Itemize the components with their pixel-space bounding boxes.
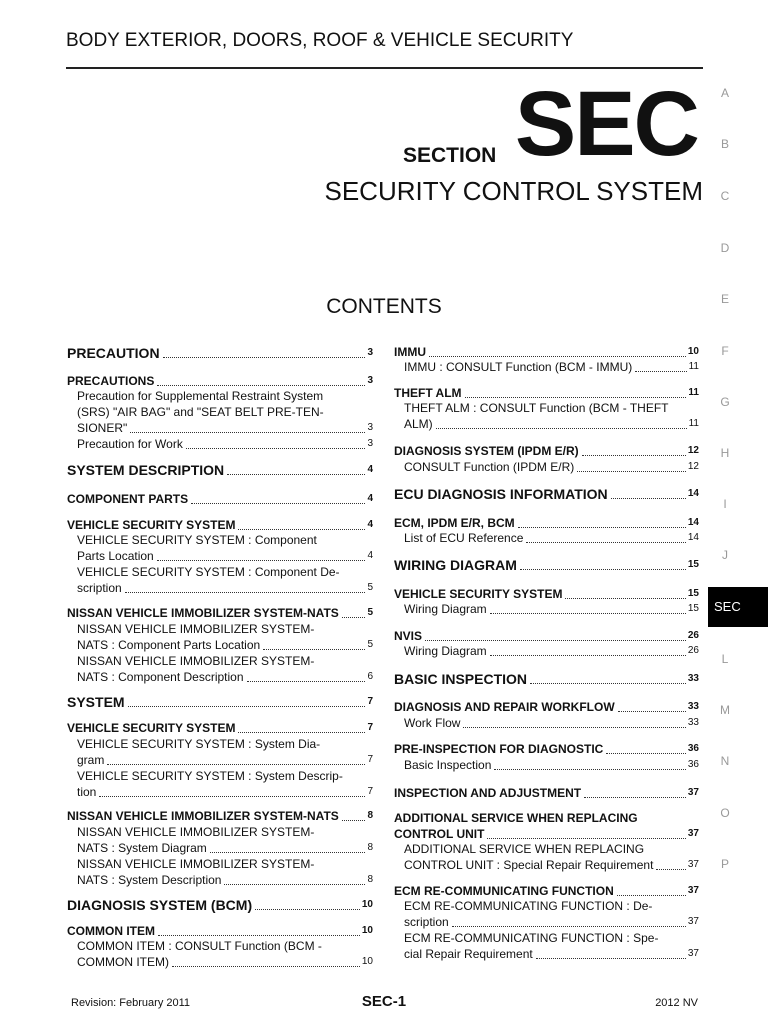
toc-entry[interactable] — [394, 671, 699, 687]
toc-entry-page: 37 — [687, 828, 699, 839]
side-tab-d[interactable]: D — [720, 241, 730, 255]
toc-entry-label-continued: NATS : System Description — [77, 873, 222, 887]
toc-entry-label[interactable]: ADDITIONAL SERVICE WHEN REPLACING — [394, 811, 638, 825]
toc-entry-page: 8 — [367, 842, 373, 853]
footer-revision: Revision: February 2011 — [71, 997, 191, 1009]
toc-leader-dots — [584, 796, 686, 798]
toc-entry-label-continued: COMMON ITEM) — [77, 955, 169, 969]
toc-entry-label-continued: NATS : System Diagram — [77, 841, 207, 855]
toc-entry-page: 4 — [367, 519, 373, 530]
toc-entry-label: ECU DIAGNOSIS INFORMATION — [394, 486, 608, 502]
toc-leader-dots — [255, 908, 360, 910]
toc-entry[interactable] — [404, 914, 699, 930]
toc-leader-dots — [582, 454, 686, 456]
toc-entry[interactable] — [77, 872, 373, 888]
toc-leader-dots — [436, 427, 687, 429]
toc-entry[interactable] — [77, 669, 373, 685]
toc-entry-page: 36 — [687, 759, 699, 770]
toc-entry[interactable] — [394, 443, 699, 459]
toc-entry-label-continued[interactable]: (SRS) "AIR BAG" and "SEAT BELT PRE-TEN- — [77, 405, 324, 419]
toc-entry-page: 11 — [688, 418, 699, 429]
footer-page-id: SEC-1 — [361, 993, 407, 1010]
side-tab-sec-active[interactable]: SEC — [708, 587, 768, 627]
toc-entry-page: 4 — [367, 493, 373, 504]
toc-entry-label: VEHICLE SECURITY SYSTEM — [67, 518, 236, 532]
toc-entry-page: 8 — [367, 874, 373, 885]
toc-leader-dots — [536, 957, 686, 959]
toc-entry-label: PRECAUTIONS — [67, 374, 155, 388]
toc-leader-dots — [227, 473, 365, 475]
toc-entry[interactable] — [394, 515, 699, 531]
toc-leader-dots — [429, 355, 686, 357]
toc-entry-page: 15 — [687, 559, 699, 570]
toc-entry-page: 7 — [367, 696, 373, 707]
toc-entry-label[interactable]: NISSAN VEHICLE IMMOBILIZER SYSTEM- — [77, 654, 315, 668]
toc-entry-label: ECM, IPDM E/R, BCM — [394, 516, 515, 530]
section-name: SECURITY CONTROL SYSTEM — [324, 176, 703, 206]
toc-entry[interactable] — [394, 385, 699, 401]
toc-entry-page: 14 — [687, 517, 699, 528]
toc-entry-label: COMMON ITEM — [67, 924, 155, 938]
toc-entry[interactable] — [394, 486, 699, 502]
toc-leader-dots — [606, 752, 686, 754]
toc-entry-page: 14 — [687, 488, 699, 499]
toc-entry-label: Wiring Diagram — [404, 602, 487, 616]
toc-leader-dots — [487, 837, 685, 839]
toc-entry[interactable] — [77, 436, 373, 452]
toc-entry-page: 12 — [687, 445, 699, 456]
toc-entry-page: 10 — [687, 346, 699, 357]
toc-entry[interactable] — [67, 897, 373, 913]
toc-entry-label: PRECAUTION — [67, 345, 160, 361]
toc-entry-page: 26 — [687, 645, 699, 656]
toc-entry-label: Precaution for Work — [77, 437, 183, 451]
toc-entry-label: Work Flow — [404, 716, 461, 730]
section-word: SECTION — [403, 144, 497, 167]
toc-entry[interactable] — [77, 637, 373, 653]
toc-entry-page: 14 — [687, 532, 699, 543]
toc-entry-page: 5 — [367, 639, 373, 650]
toc-leader-dots — [577, 470, 686, 472]
toc-entry-page: 26 — [687, 630, 699, 641]
toc-leader-dots — [224, 883, 365, 885]
toc-entry[interactable] — [67, 517, 373, 533]
side-tab-a[interactable]: A — [720, 86, 729, 100]
toc-entry-label: CONSULT Function (IPDM E/R) — [404, 460, 575, 474]
toc-entry[interactable] — [394, 586, 699, 602]
toc-entry-label: NISSAN VEHICLE IMMOBILIZER SYSTEM-NATS — [67, 606, 339, 620]
toc-entry[interactable] — [67, 605, 373, 621]
toc-entry-label: DIAGNOSIS SYSTEM (IPDM E/R) — [394, 444, 579, 458]
toc-entry-page: 12 — [687, 461, 699, 472]
toc-entry-label: INSPECTION AND ADJUSTMENT — [394, 786, 582, 800]
toc-entry[interactable] — [394, 344, 699, 360]
toc-entry-label: IMMU : CONSULT Function (BCM - IMMU) — [404, 360, 633, 374]
toc-leader-dots — [158, 934, 360, 936]
toc-leader-dots — [425, 639, 686, 641]
toc-entry-label-continued: NATS : Component Description — [77, 670, 244, 684]
side-tab-l[interactable]: L — [721, 652, 729, 666]
toc-leader-dots — [342, 616, 366, 618]
toc-entry-page: 37 — [687, 787, 699, 798]
toc-entry-page: 37 — [687, 885, 699, 896]
toc-entry[interactable] — [77, 420, 373, 436]
toc-leader-dots — [565, 597, 685, 599]
toc-entry-label: Basic Inspection — [404, 758, 492, 772]
toc-entry[interactable] — [77, 580, 373, 596]
toc-entry-page: 7 — [367, 754, 373, 765]
toc-leader-dots — [611, 497, 686, 499]
toc-entry-label-continued: CONTROL UNIT : Special Repair Requirement — [404, 858, 654, 872]
toc-entry[interactable] — [77, 784, 373, 800]
toc-entry-page: 11 — [688, 387, 699, 398]
toc-entry-label-continued: ALM) — [404, 417, 433, 431]
toc-entry-label: List of ECU Reference — [404, 531, 524, 545]
toc-entry-label: VEHICLE SECURITY SYSTEM — [394, 587, 563, 601]
toc-entry[interactable] — [404, 530, 699, 546]
toc-leader-dots — [157, 384, 365, 386]
toc-entry[interactable] — [67, 923, 373, 939]
toc-entry[interactable] — [67, 345, 373, 361]
toc-entry-label: THEFT ALM — [394, 386, 462, 400]
toc-entry-label-continued: cial Repair Requirement — [404, 947, 533, 961]
toc-entry-page: 10 — [361, 925, 373, 936]
toc-entry-page: 7 — [367, 722, 373, 733]
header-title: BODY EXTERIOR, DOORS, ROOF & VEHICLE SECURITY — [66, 30, 574, 51]
toc-entry[interactable] — [404, 643, 699, 659]
toc-entry-page: 33 — [687, 717, 699, 728]
side-tab-n[interactable]: N — [720, 754, 730, 768]
contents-heading: CONTENTS — [326, 295, 442, 318]
side-tab-b[interactable]: B — [720, 137, 729, 151]
toc-leader-dots — [157, 559, 366, 561]
toc-entry-page: 10 — [361, 899, 373, 910]
toc-entry-label: BASIC INSPECTION — [394, 671, 528, 687]
toc-entry-label[interactable]: VEHICLE SECURITY SYSTEM : Component De- — [77, 565, 340, 579]
toc-leader-dots — [342, 819, 366, 821]
toc-leader-dots — [99, 795, 365, 797]
toc-entry-label: WIRING DIAGRAM — [394, 557, 517, 573]
toc-entry-label: PRE-INSPECTION FOR DIAGNOSTIC — [394, 742, 604, 756]
toc-entry-page: 10 — [361, 956, 373, 967]
side-tab-h[interactable]: H — [720, 446, 730, 460]
toc-entry[interactable] — [394, 699, 699, 715]
toc-entry-label[interactable]: VEHICLE SECURITY SYSTEM : Component — [77, 533, 317, 547]
toc-entry[interactable] — [394, 785, 699, 801]
toc-entry-page: 6 — [367, 671, 373, 682]
toc-entry[interactable] — [404, 601, 699, 617]
toc-entry[interactable] — [67, 808, 373, 824]
toc-entry-label[interactable]: THEFT ALM : CONSULT Function (BCM - THEFT — [404, 401, 669, 415]
toc-entry[interactable] — [404, 857, 699, 873]
side-tab-p[interactable]: P — [720, 857, 729, 871]
toc-leader-dots — [186, 447, 366, 449]
toc-entry-page: 3 — [367, 375, 373, 386]
header-rule — [66, 67, 703, 69]
toc-entry-label[interactable]: NISSAN VEHICLE IMMOBILIZER SYSTEM- — [77, 825, 315, 839]
toc-entry-label[interactable]: VEHICLE SECURITY SYSTEM : System Dia- — [77, 737, 321, 751]
toc-entry-label: DIAGNOSIS AND REPAIR WORKFLOW — [394, 700, 615, 714]
toc-entry-label: NISSAN VEHICLE IMMOBILIZER SYSTEM-NATS — [67, 809, 339, 823]
toc-leader-dots — [490, 612, 686, 614]
toc-entry-page: 5 — [367, 607, 373, 618]
toc-leader-dots — [490, 654, 686, 656]
side-tab-j[interactable]: J — [722, 548, 728, 562]
side-tab-g[interactable]: G — [720, 395, 730, 409]
side-tab-i[interactable]: I — [723, 497, 727, 511]
toc-entry-page: 33 — [687, 673, 699, 684]
toc-entry-label[interactable]: NISSAN VEHICLE IMMOBILIZER SYSTEM- — [77, 857, 315, 871]
toc-entry[interactable] — [77, 548, 373, 564]
toc-leader-dots — [130, 431, 365, 433]
toc-entry[interactable] — [394, 741, 699, 757]
side-tab-m[interactable]: M — [720, 703, 730, 717]
toc-entry-page: 3 — [367, 422, 373, 433]
toc-entry-page: 7 — [367, 786, 373, 797]
toc-entry-label-continued: SIONER" — [77, 421, 128, 435]
toc-entry-label-continued: CONTROL UNIT — [394, 827, 485, 841]
toc-leader-dots — [618, 710, 686, 712]
toc-leader-dots — [635, 370, 686, 372]
toc-entry-label: NVIS — [394, 629, 423, 643]
toc-entry[interactable] — [67, 694, 373, 710]
toc-leader-dots — [172, 965, 360, 967]
toc-entry-label: Wiring Diagram — [404, 644, 487, 658]
toc-leader-dots — [128, 705, 366, 707]
toc-entry-label: IMMU — [394, 345, 426, 359]
toc-leader-dots — [656, 868, 685, 870]
toc-entry-label-continued: Parts Location — [77, 549, 154, 563]
toc-leader-dots — [163, 356, 366, 358]
toc-entry[interactable] — [404, 359, 699, 375]
toc-entry-page: 36 — [687, 743, 699, 754]
toc-entry[interactable] — [404, 715, 699, 731]
toc-entry-label[interactable]: COMMON ITEM : CONSULT Function (BCM - — [77, 939, 322, 953]
toc-entry[interactable] — [394, 628, 699, 644]
toc-entry[interactable] — [404, 757, 699, 773]
toc-entry[interactable] — [404, 459, 699, 475]
side-tab-f[interactable]: F — [721, 344, 729, 358]
toc-entry-page: 37 — [687, 948, 699, 959]
toc-entry-label[interactable]: ECM RE-COMMUNICATING FUNCTION : Spe- — [404, 931, 659, 945]
toc-entry-label-continued: scription — [404, 915, 449, 929]
toc-entry[interactable] — [67, 462, 373, 478]
toc-entry-page: 5 — [367, 582, 373, 593]
toc-entry[interactable] — [67, 720, 373, 736]
toc-entry[interactable] — [77, 752, 373, 768]
toc-entry-label[interactable]: Precaution for Supplemental Restraint System — [77, 389, 324, 403]
toc-entry-page: 15 — [687, 588, 699, 599]
toc-entry-label[interactable]: NISSAN VEHICLE IMMOBILIZER SYSTEM- — [77, 622, 315, 636]
toc-entry-page: 15 — [687, 603, 699, 614]
toc-leader-dots — [520, 568, 686, 570]
toc-entry[interactable] — [394, 826, 699, 842]
toc-leader-dots — [518, 526, 686, 528]
toc-entry-page: 4 — [367, 464, 373, 475]
toc-entry-label[interactable]: ADDITIONAL SERVICE WHEN REPLACING — [404, 842, 645, 856]
toc-entry-label: ECM RE-COMMUNICATING FUNCTION — [394, 884, 614, 898]
toc-entry-label-continued: NATS : Component Parts Location — [77, 638, 261, 652]
toc-entry-label: SYSTEM DESCRIPTION — [67, 462, 225, 478]
toc-entry-label-continued: tion — [77, 785, 97, 799]
toc-leader-dots — [263, 648, 365, 650]
toc-entry[interactable] — [67, 491, 373, 507]
toc-entry-label: COMPONENT PARTS — [67, 492, 189, 506]
side-tab-c[interactable]: C — [720, 189, 730, 203]
toc-leader-dots — [210, 851, 366, 853]
toc-entry-page: 8 — [367, 810, 373, 821]
toc-entry-label-continued: scription — [77, 581, 122, 595]
section-code: SEC — [514, 73, 698, 175]
toc-entry[interactable] — [77, 954, 373, 970]
toc-entry-page: 3 — [367, 438, 373, 449]
toc-entry[interactable] — [77, 840, 373, 856]
toc-leader-dots — [125, 591, 366, 593]
side-tab-o[interactable]: O — [720, 806, 730, 820]
toc-leader-dots — [465, 396, 687, 398]
toc-entry[interactable] — [404, 946, 699, 962]
toc-entry[interactable] — [404, 416, 699, 432]
toc-entry-label: VEHICLE SECURITY SYSTEM — [67, 721, 236, 735]
toc-entry-page: 4 — [367, 550, 373, 561]
toc-entry-page: 11 — [688, 361, 699, 372]
toc-entry-label: SYSTEM — [67, 694, 125, 710]
toc-entry-label-continued: gram — [77, 753, 105, 767]
toc-leader-dots — [530, 682, 686, 684]
toc-leader-dots — [247, 680, 366, 682]
toc-leader-dots — [463, 726, 685, 728]
side-tab-e[interactable]: E — [720, 292, 729, 306]
toc-entry-label: DIAGNOSIS SYSTEM (BCM) — [67, 897, 253, 913]
toc-entry-label[interactable]: VEHICLE SECURITY SYSTEM : System Descrip- — [77, 769, 343, 783]
toc-leader-dots — [452, 925, 686, 927]
toc-entry[interactable] — [67, 373, 373, 389]
toc-entry-label[interactable]: ECM RE-COMMUNICATING FUNCTION : De- — [404, 899, 653, 913]
toc-leader-dots — [238, 731, 365, 733]
toc-leader-dots — [494, 768, 685, 770]
toc-leader-dots — [526, 541, 685, 543]
toc-entry-page: 37 — [687, 859, 699, 870]
toc-entry-page: 3 — [367, 347, 373, 358]
toc-entry-page: 37 — [687, 916, 699, 927]
toc-leader-dots — [238, 528, 365, 530]
toc-entry[interactable] — [394, 557, 699, 573]
toc-entry[interactable] — [394, 883, 699, 899]
footer-model: 2012 NV — [655, 997, 698, 1009]
toc-leader-dots — [107, 763, 365, 765]
toc-leader-dots — [617, 894, 686, 896]
toc-leader-dots — [191, 502, 365, 504]
toc-entry-page: 33 — [687, 701, 699, 712]
